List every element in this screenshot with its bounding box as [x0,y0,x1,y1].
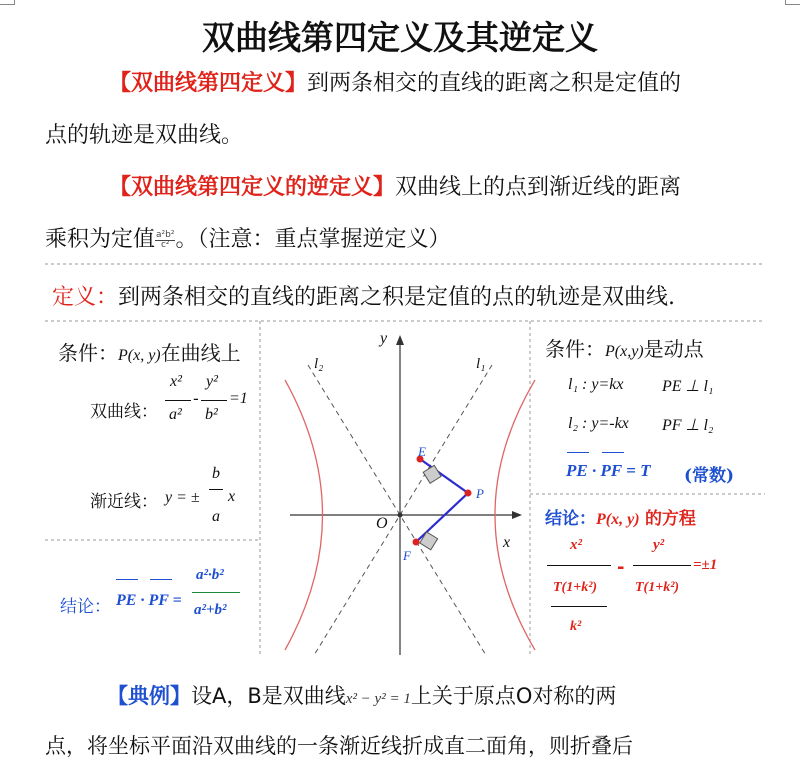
page-corner-mark [0,0,15,5]
frac-bar [192,592,240,593]
vector-bar [602,452,624,453]
page-corner-mark [785,0,800,5]
eq-y2: y² [206,373,218,390]
left-conclusion [60,565,270,635]
l1-label: l₁ [476,356,486,372]
l1-equation: l₁ : y=kx [568,376,624,393]
origin-point [398,513,403,518]
para1-text: 到两条相交的直线的距离之积是定值的 [307,71,682,96]
frac-bar [165,400,191,401]
left-conclusion-num: a²·b² [196,567,224,583]
frac-bar [547,565,611,566]
right-condition [545,333,704,362]
asym-a: a [212,508,220,525]
traj-den2: T(1+k²) [635,580,680,595]
vector-bar [567,452,589,453]
x-axis-label: x [503,534,511,551]
left-condition [58,337,241,366]
l2-equation: l₂ : y=-kx [568,415,629,432]
dot-product-eq: PE · PF = T [566,461,651,480]
trajectory-equation [545,535,765,645]
traj-rhs: =±1 [693,557,718,573]
y-axis-label: y [380,330,388,347]
left-condition-label: 条件： [58,341,118,365]
l2-label: l₂ [314,356,324,372]
origin-label: O [376,515,388,532]
traj-k2: k² [570,619,582,634]
para2-line2 [45,222,450,253]
eq-b2: b² [205,406,218,423]
para1-label: 【双曲线第四定义】 [109,71,308,96]
traj-x2: x² [570,537,582,553]
right-conclusion [545,504,696,529]
para2-line1 [45,170,681,201]
para2-text-post: 。（注意：重点掌握逆定义） [175,227,451,252]
l2-perpendicular: PF ⊥ l₂ [662,417,714,434]
eq-x2: x² [170,373,182,390]
asym-lhs: y = ± [165,489,200,506]
example-text-a: 设A，B是双曲线 [191,684,346,708]
frac-bar [201,400,227,401]
point-f [413,539,420,546]
para2-text: 双曲线上的点到渐近线的距离 [395,175,682,200]
frac-bar [633,565,691,566]
page-title: 双曲线第四定义及其逆定义 [202,18,598,57]
point-e-label: E [418,444,426,459]
asymptote-equation [165,462,255,532]
asym-x: x [228,488,236,505]
l1-perpendicular: PE ⊥ l₁ [662,378,714,395]
point-f-label: F [403,548,411,563]
frac-bar [209,489,223,490]
dot-product-constant [566,446,766,486]
left-conclusion-lhs: PE · PF = [116,592,182,609]
example-equation: x² − y² = 1 [345,691,411,707]
example-label: 【典例】 [107,684,191,708]
left-conclusion-label: 结论： [60,597,111,617]
right-condition-text: 是动点 [643,337,704,361]
traj-minus: - [617,557,625,578]
left-conclusion-den: a²+b² [194,602,227,618]
inline-fraction-num: a²b² [156,229,175,240]
hyperbola-equation [163,373,253,443]
traj-y2: y² [653,537,665,553]
point-p-label: P [476,486,484,501]
example-line1 [45,680,616,710]
vector-bar [150,579,172,580]
definition-text: 到两条相交的直线的距离之积是定值的点的轨迹是双曲线. [118,285,676,310]
para2-text-pre: 乘积为定值 [45,227,156,252]
hyperbola-label: 双曲线： [90,402,158,422]
left-condition-point: P(x, y) [118,347,161,364]
example-text-b: 上关于原点O对称的两 [410,684,617,708]
asym-b: b [212,465,220,482]
right-angle-marker [423,465,441,483]
right-conclusion-label: 结论： [545,509,596,529]
right-conclusion-text: 的方程 [644,509,696,529]
example-line2: 点，将坐标平面沿双曲线的一条渐近线折成直二面角，则折叠后 [45,734,633,758]
para2-label: 【双曲线第四定义的逆定义】 [109,175,396,200]
y-axis-arrow-icon [396,335,404,345]
right-condition-point: P(x,y) [605,343,644,360]
asymptote-label: 渐近线： [90,492,158,512]
traj-den1: T(1+k²) [553,580,598,595]
vector-bar [116,579,138,580]
para1-line1 [45,66,681,97]
right-conclusion-point: P(x, y) [596,511,640,528]
eq-minus: - [193,389,199,408]
definition-line [52,280,675,311]
inline-fraction [155,231,175,250]
eq-a2: a² [169,406,182,423]
left-condition-text: 在曲线上 [160,341,241,365]
eq-rhs: =1 [229,390,248,407]
right-condition-label: 条件： [545,337,605,361]
point-p [465,490,472,497]
frac-bar [551,606,607,607]
constant-note: (常数) [684,466,735,486]
definition-label: 定义： [52,285,119,310]
para1-line2: 点的轨迹是双曲线。 [45,123,244,148]
inline-fraction-den: c² [160,239,170,250]
x-axis-arrow-icon [512,511,522,519]
